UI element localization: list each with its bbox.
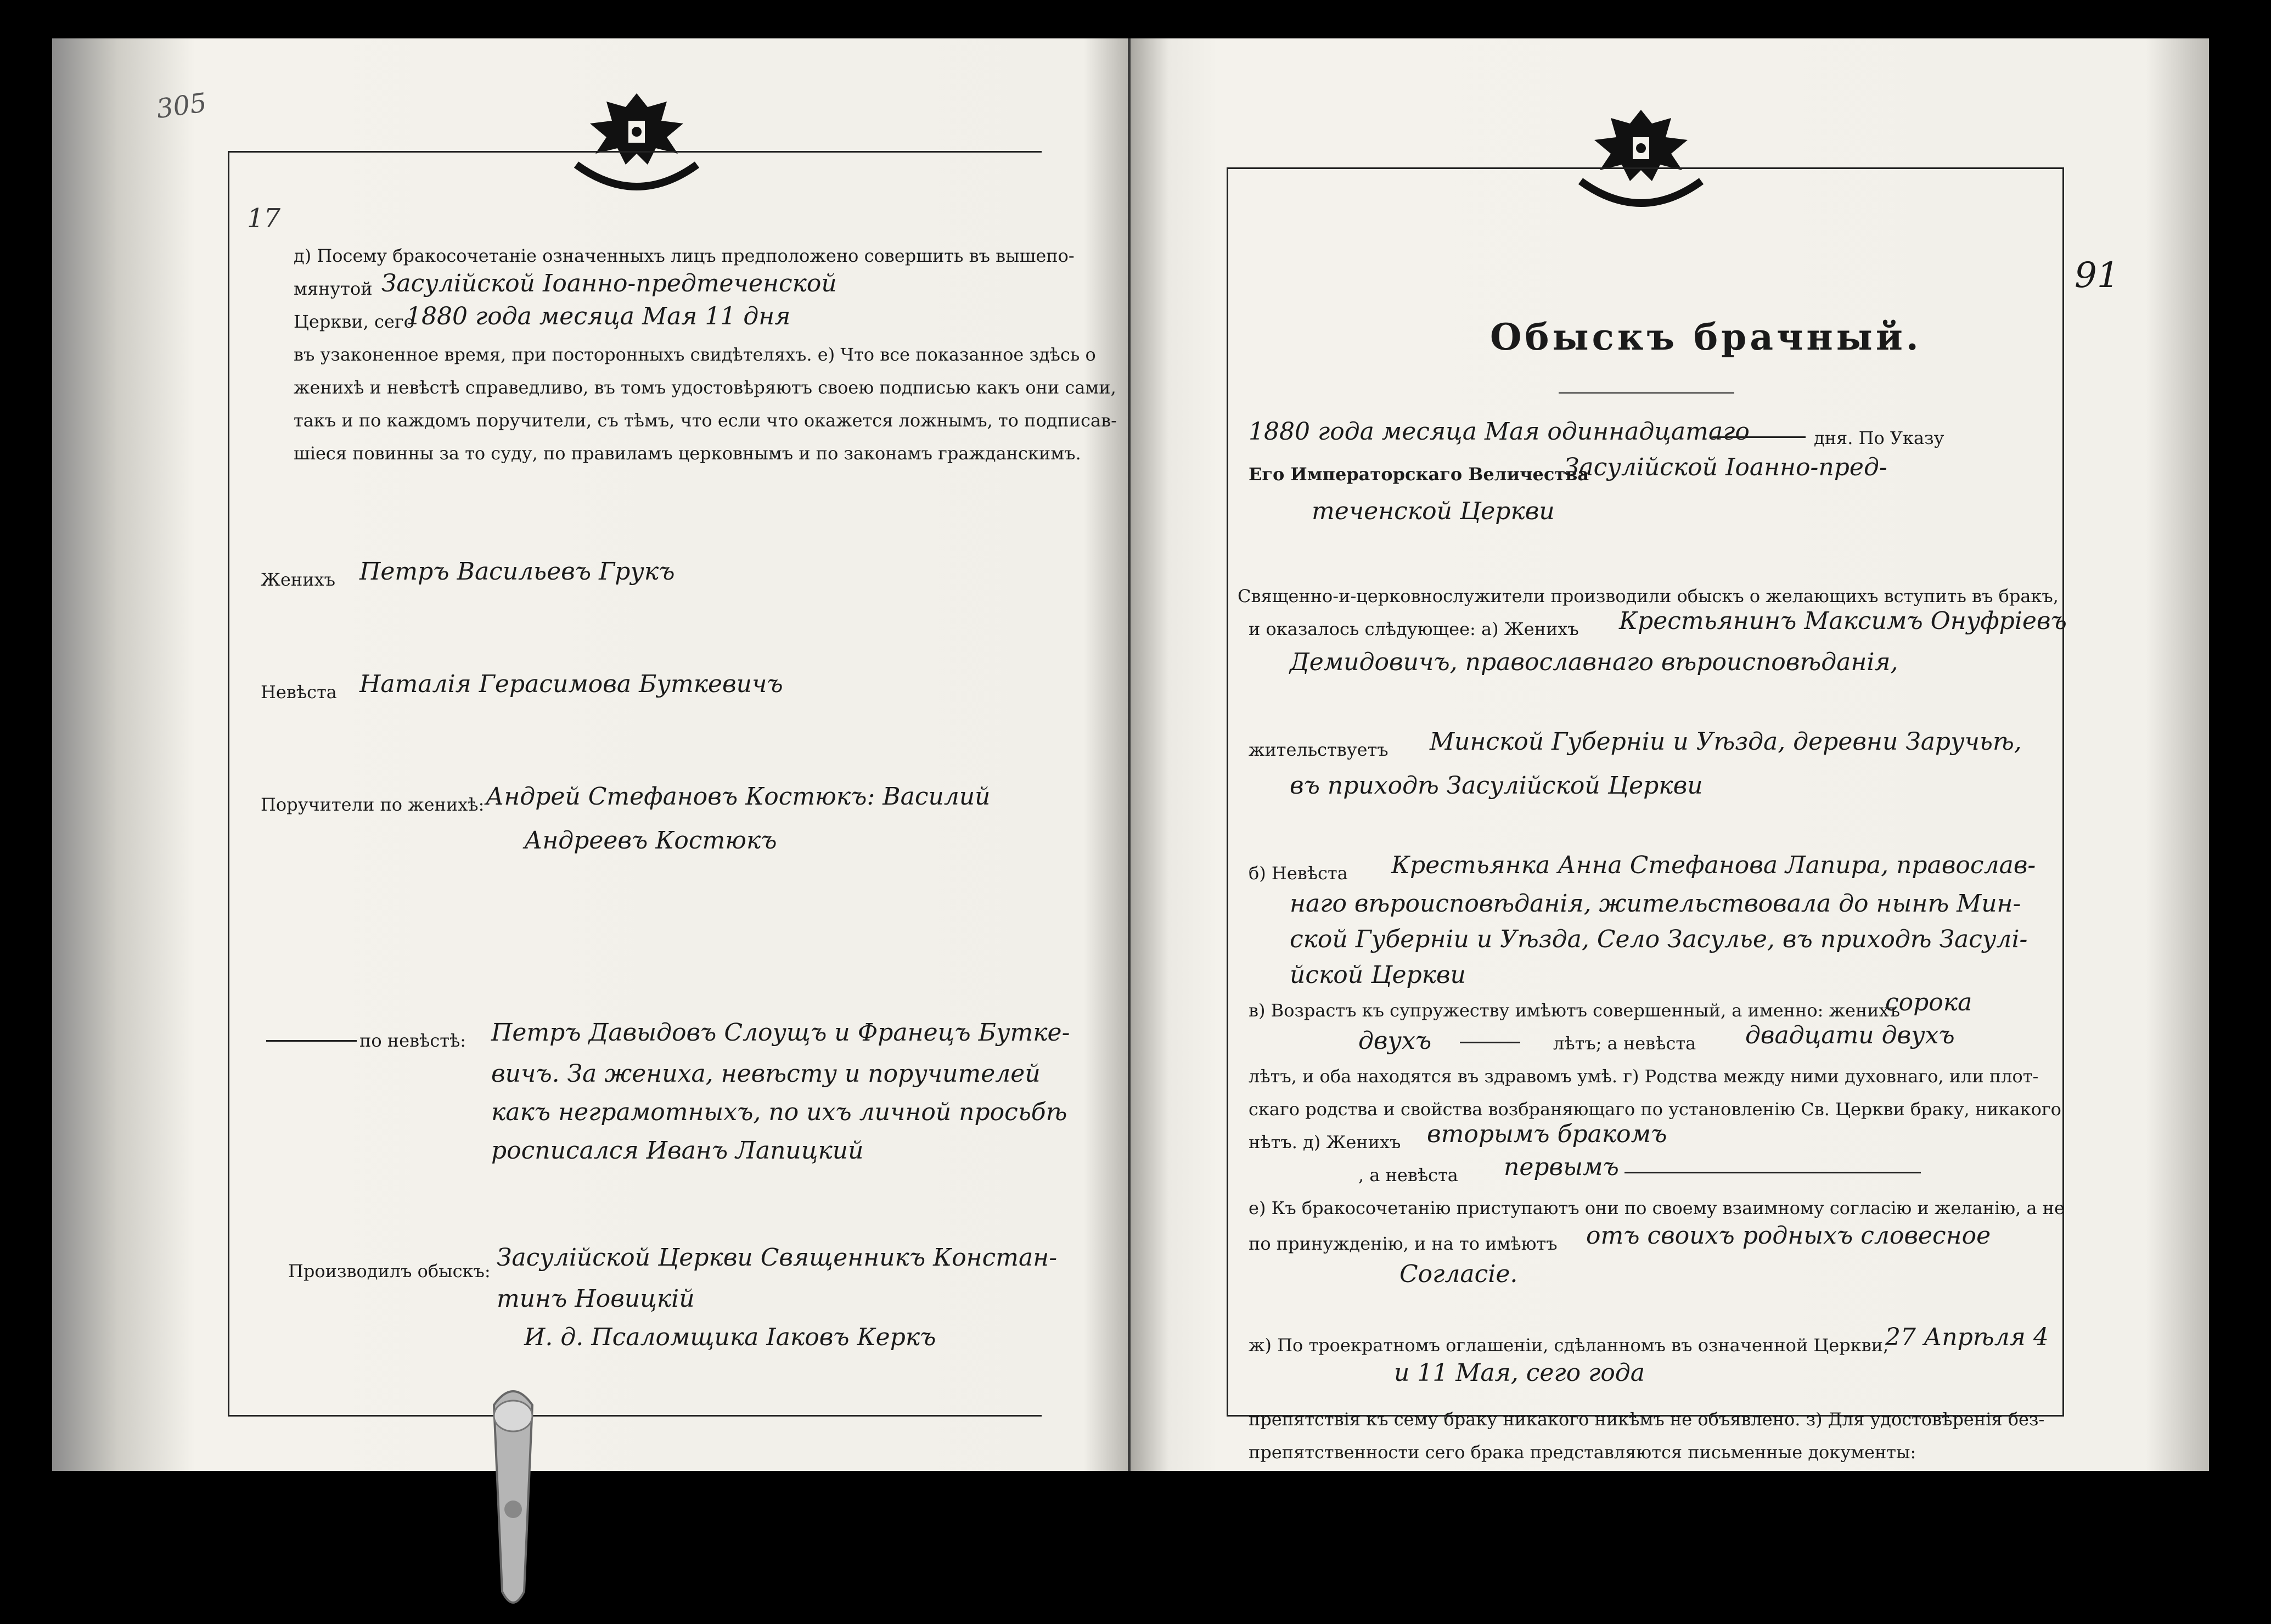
clause-d-line-6: такъ и по каждомъ поручители, съ тѣмъ, что если что окажется ложнымъ, то подписав-	[294, 410, 1117, 431]
consent-line-2: по принужденiю, и на то имѣютъ	[1249, 1233, 1558, 1254]
church-name-handwritten: Засулiйской Iоанно-предтеченской	[381, 269, 837, 297]
page-title: Обыскъ брачный.	[1490, 316, 1922, 358]
banns-line: ж) По троекратномъ оглашенiи, сдѣланномъ въ означенной Церкви,	[1249, 1335, 1889, 1356]
found-line: и оказалось слѣдующее: а) Женихъ	[1249, 619, 1579, 639]
groom-age-handwritten-1: сорока	[1885, 988, 1972, 1016]
page-number: 91	[2075, 255, 2120, 296]
clause-d-line-7: шiеся повинны за то суду, по правиламъ церковнымъ и по законамъ гражданскимъ.	[294, 443, 1081, 464]
consent-line-1: е) Къ бракосочетанiю приступаютъ они по своему взаимному согласiю и желанiю, а не	[1249, 1198, 2065, 1218]
groom-age-handwritten-2: двухъ	[1358, 1027, 1432, 1055]
residence-handwritten-1: Минской Губернiи и Уѣзда, деревни Заручьѣ,	[1430, 728, 2022, 756]
majesty-line: Его Императорскаго Величества	[1249, 464, 1589, 485]
residence-label: жительствуетъ	[1249, 739, 1389, 760]
bride-label: б) Невѣста	[1249, 863, 1348, 884]
bride-handwritten-1: Крестьянка Анна Стефанова Лапира, православ-	[1391, 851, 2036, 879]
right-page	[1131, 38, 2209, 1471]
bride-age-handwritten: двадцати двухъ	[1745, 1021, 1955, 1049]
bride-marriage-handwritten: первымъ	[1504, 1153, 1619, 1181]
day-label: дня. По Указу	[1814, 428, 1944, 448]
bride-handwritten-4: йской Церкви	[1290, 961, 1466, 989]
metal-page-clip	[477, 1383, 549, 1614]
clause-d-line-4: въ узаконенное время, при посторонныхъ свидѣтеляхъ. е) Что все показанное здѣсь о	[294, 344, 1096, 365]
groom-handwritten-2: Демидовичъ, православнаго вѣроисповѣданiя,	[1290, 648, 1898, 676]
kinship-line-2: скаго родства и свойства возбраняющаго по установленiю Св. Церкви браку, никакого	[1249, 1099, 2061, 1120]
line-number: 17	[247, 203, 281, 234]
age-line: в) Возрастъ къ супружеству имѣютъ совершенный, а именно: женихъ	[1249, 1000, 1900, 1021]
clause-d-line-1: д) Посему бракосочетанiе означенныхъ лицъ предположено совершить въ вышепо-	[294, 245, 1075, 266]
bride-handwritten-2: наго вѣроисповѣданiя, жительствовала до нынѣ Мин-	[1290, 890, 2021, 918]
consent-handwritten-1: отъ своихъ родныхъ словесное	[1586, 1222, 1991, 1250]
kinship-line-1: лѣтъ, и оба находятся въ здравомъ умѣ. г) Родства между ними духовнаго, или плот-	[1249, 1066, 2039, 1087]
title-ornament	[1559, 392, 1734, 397]
date-handwritten: 1880 года месяца Мая 11 дня	[406, 302, 791, 330]
sureties-bride-handwritten-3: какъ неграмотныхъ, по ихъ личной просьбѣ	[491, 1098, 1067, 1126]
sureties-bride-handwritten-4: росписался Иванъ Лапицкий	[491, 1137, 864, 1165]
investigator-handwritten-2: тинъ Новицкiй	[497, 1285, 695, 1313]
bride-label: Невѣста	[261, 682, 337, 703]
sureties-bride-handwritten-2: вичъ. За жениха, невѣсту и поручителей	[491, 1060, 1041, 1088]
sureties-bride-handwritten-1: Петръ Давыдовъ Слоущъ и Франецъ Бутке-	[491, 1019, 1070, 1047]
sureties-bride-dash	[266, 1040, 357, 1042]
clause-d-line-2: мянутой	[294, 278, 373, 299]
impediment-line-2: препятственности сего брака представляются письменные документы:	[1249, 1442, 1916, 1463]
kinship-line-3: нѣтъ. д) Женихъ	[1249, 1132, 1401, 1153]
bride-handwritten-3: ской Губернiи и Уѣзда, Село Засулье, въ приходѣ Засулi-	[1290, 925, 2028, 953]
impediment-line-1: препятствiя къ сему браку никакого никѣмъ не объявлено. з) Для удостовѣренiя без-	[1249, 1409, 2045, 1430]
investigator-label: Производилъ обыскъ:	[288, 1261, 491, 1282]
date-handwritten: 1880 года месяца Мая одиннадцатаго	[1249, 418, 1750, 446]
groom-label: Женихъ	[261, 569, 335, 590]
age-dash	[1460, 1042, 1520, 1043]
sureties-groom-handwritten-1: Андрей Стефановъ Костюкъ: Василий	[486, 783, 991, 811]
consent-handwritten-2: Согласiе.	[1399, 1260, 1518, 1288]
groom-handwritten-1: Крестьянинъ Максимъ Онуфрiевъ	[1619, 607, 2067, 635]
investigator-handwritten-1: Засулiйской Церкви Священникъ Констан-	[497, 1244, 1058, 1272]
clause-d-line-3: Церкви, сего	[294, 311, 414, 332]
banns-handwritten-2: и 11 Мая, сего года	[1394, 1359, 1645, 1387]
groom-marriage-handwritten: вторымъ бракомъ	[1427, 1120, 1667, 1148]
banns-handwritten-1: 27 Апрѣля 4	[1885, 1323, 2049, 1351]
left-page	[52, 38, 1128, 1471]
margin-note: 305	[154, 87, 209, 125]
open-register-book	[52, 38, 2209, 1471]
years-label: лѣтъ; а невѣста	[1553, 1033, 1696, 1054]
investigator-handwritten-3: И. д. Псаломщика Iаковъ Керкъ	[524, 1323, 936, 1351]
sureties-bride-label: по невѣстѣ:	[359, 1030, 466, 1051]
church-handwritten-2: теченской Церкви	[1312, 497, 1555, 525]
bride-marriage-label: , а невѣста	[1358, 1165, 1458, 1185]
clause-d-line-5: женихѣ и невѣстѣ справедливо, въ томъ удостовѣряютъ своею подписью какъ они сами,	[294, 377, 1116, 398]
bride-marriage-dash	[1624, 1172, 1921, 1173]
clergy-line: Священно-и-церковнослужители производили обыскъ о желающихъ вступить въ бракъ,	[1238, 586, 2059, 606]
church-handwritten-1: Засулiйской Iоанно-пред-	[1564, 453, 1887, 481]
residence-handwritten-2: въ приходѣ Засулiйской Церкви	[1290, 772, 1703, 800]
groom-name-handwritten: Петръ Васильевъ Грукъ	[359, 558, 675, 586]
date-dash	[1712, 436, 1806, 438]
sureties-groom-handwritten-2: Андреевъ Костюкъ	[524, 827, 777, 855]
bride-name-handwritten: Наталiя Герасимова Буткевичъ	[359, 670, 783, 698]
sureties-groom-label: Поручители по женихѣ:	[261, 794, 485, 815]
